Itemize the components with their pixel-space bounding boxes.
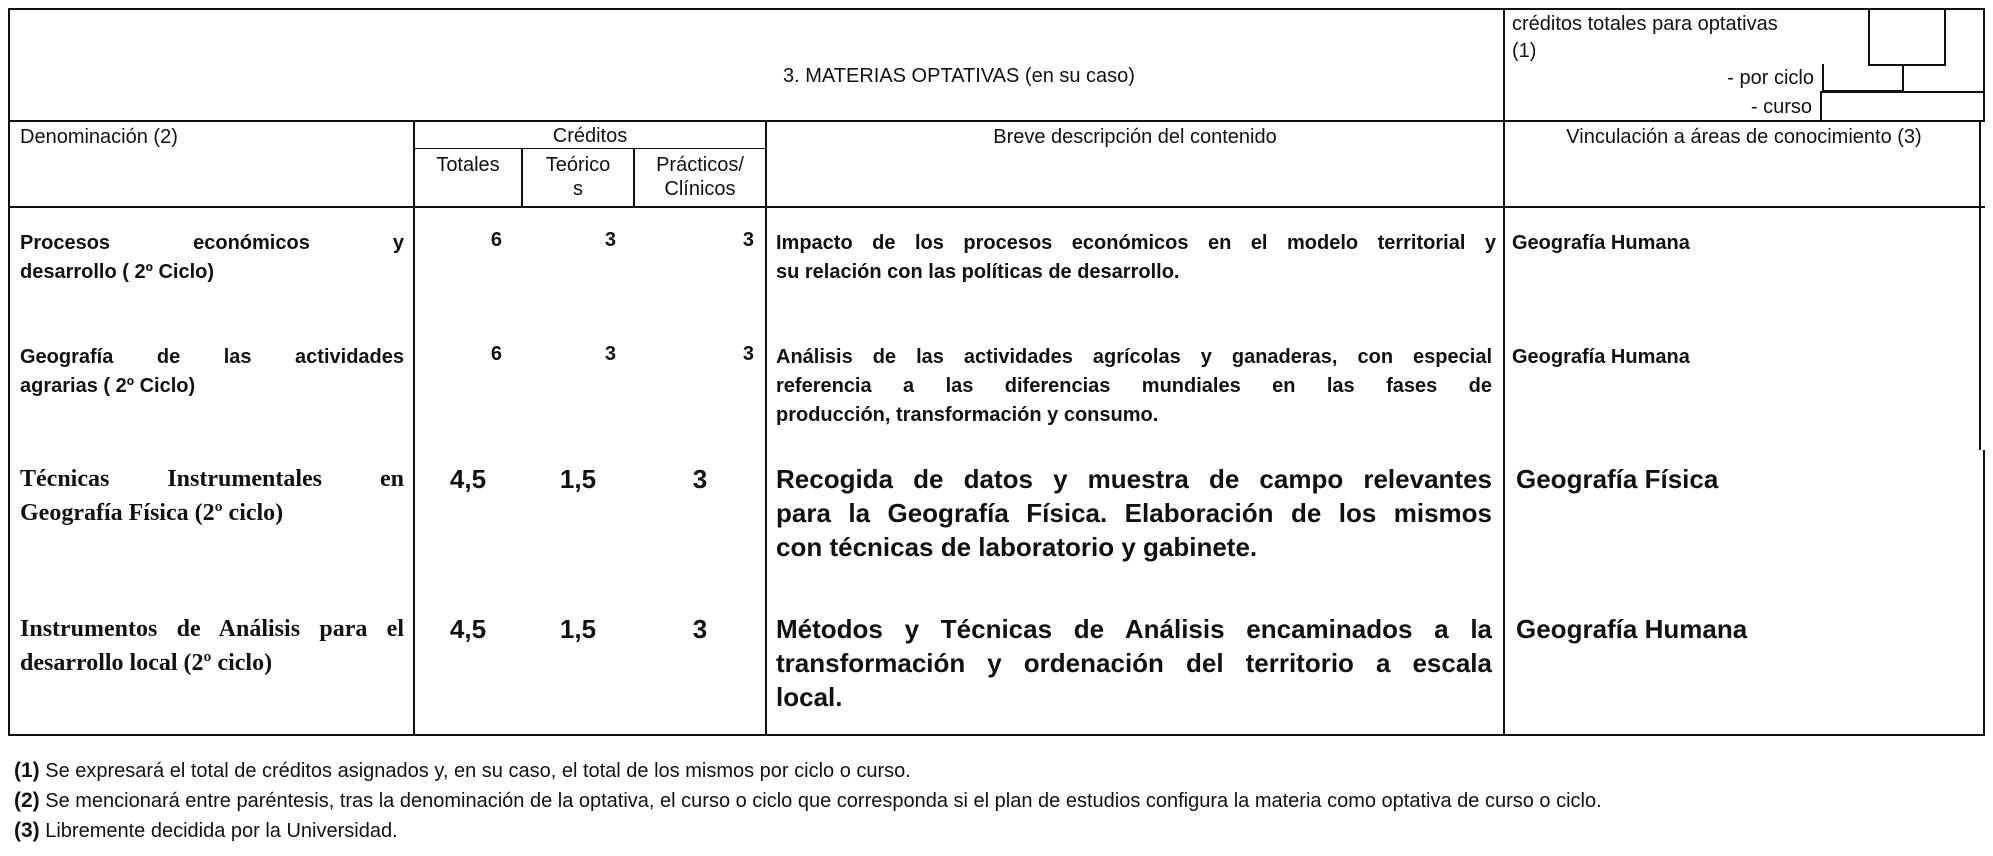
- row-name-line1: Procesos económicos y: [20, 232, 404, 254]
- footnote-text: Libremente decidida por la Universidad.: [39, 820, 398, 842]
- row-name-line1: Instrumentos de Análisis para el: [20, 616, 404, 642]
- column-header-totals: Totales: [436, 154, 500, 176]
- column-header-theory-line2: s: [573, 178, 583, 200]
- row-practice: 3: [692, 614, 708, 644]
- row-theory: 3: [604, 343, 616, 365]
- row-area: Geografía Humana: [1512, 346, 1690, 368]
- row-name-line1: Técnicas Instrumentales en: [20, 466, 404, 492]
- credits-total-label: créditos totales para optativas: [1512, 13, 1778, 35]
- row-description-line1: Métodos y Técnicas de Análisis encaminados a la: [776, 614, 1492, 644]
- row-theory: 1,5: [559, 464, 597, 494]
- row-theory: 1,5: [559, 614, 597, 644]
- row-practice: 3: [742, 343, 754, 365]
- footnote-marker: (1): [14, 759, 40, 782]
- column-header-theory-line1: Teórico: [545, 154, 611, 176]
- row-description: [776, 229, 1496, 287]
- per-cycle-label: - por ciclo: [1727, 67, 1814, 89]
- row-description-line2: su relación con las políticas de desarrollo.: [776, 261, 1180, 283]
- footnote-marker: (3): [14, 819, 40, 842]
- row-description-line1: Impacto de los procesos económicos en el modelo territorial y: [776, 232, 1496, 254]
- row-total: 6: [490, 343, 502, 365]
- row-name-line2: desarrollo ( 2º Ciclo): [20, 261, 215, 283]
- row-description-line1: Recogida de datos y muestra de campo relevantes: [776, 464, 1492, 494]
- column-header-description: Breve descripción del contenido: [993, 126, 1277, 148]
- row-name: [20, 462, 404, 530]
- footnote-3: [14, 819, 1974, 843]
- row-description: [776, 462, 1492, 564]
- row-practice: 3: [742, 229, 754, 251]
- row-description-line2: transformación y ordenación del territorio a escala: [776, 648, 1492, 678]
- row-description-line3: local.: [776, 682, 843, 712]
- credits-total-note: (1): [1512, 40, 1537, 62]
- column-header-practice-line2: Clínicos: [664, 178, 736, 200]
- footnote-text: Se expresará el total de créditos asignados y, en su caso, el total de los mismos por ciclo o curso.: [39, 760, 911, 782]
- row-name-line2: agrarias ( 2º Ciclo): [20, 375, 196, 397]
- section-title: 3. MATERIAS OPTATIVAS (en su caso): [783, 65, 1135, 87]
- column-header-name: Denominación (2): [20, 126, 178, 148]
- row-name: [20, 343, 404, 401]
- row-description-line1: Análisis de las actividades agrícolas y ganaderas, con especial: [776, 346, 1492, 368]
- row-area: Geografía Física: [1516, 464, 1719, 494]
- row-name-line2: desarrollo local (2º ciclo): [20, 650, 273, 676]
- column-header-credits: Créditos: [552, 125, 628, 147]
- column-header-practice: [634, 153, 766, 201]
- row-name: [20, 229, 404, 287]
- row-total: 4,5: [449, 614, 487, 644]
- row-description-line3: producción, transformación y consumo.: [776, 404, 1159, 426]
- row-name-line1: Geografía de las actividades: [20, 346, 404, 368]
- row-area: Geografía Humana: [1516, 614, 1748, 644]
- column-header-areas: Vinculación a áreas de conocimiento (3): [1566, 126, 1922, 148]
- row-description-line3: con técnicas de laboratorio y gabinete.: [776, 532, 1258, 562]
- footnote-1: [14, 759, 1974, 783]
- row-description: [776, 612, 1492, 714]
- column-header-practice-line1: Prácticos/: [656, 154, 744, 176]
- per-course-label: - curso: [1750, 96, 1812, 118]
- row-description: [776, 343, 1492, 430]
- column-header-theory: [522, 153, 634, 201]
- row-total: 6: [490, 229, 502, 251]
- footnote-2: [14, 789, 1974, 813]
- footnote-marker: (2): [14, 789, 40, 812]
- row-total: 4,5: [449, 464, 487, 494]
- row-description-line2: para la Geografía Física. Elaboración de los mismos: [776, 498, 1492, 528]
- row-theory: 3: [604, 229, 616, 251]
- row-area: Geografía Humana: [1512, 232, 1690, 254]
- row-name: [20, 612, 404, 680]
- row-name-line2: Geografía Física (2º ciclo): [20, 500, 284, 526]
- footnote-text: Se mencionará entre paréntesis, tras la denominación de la optativa, el curso o ciclo que corresponda si el plan de estudios configura la materia como optativa de curso o ciclo.: [39, 790, 1602, 812]
- row-practice: 3: [692, 464, 708, 494]
- row-description-line2: referencia a las diferencias mundiales en las fases de: [776, 375, 1492, 397]
